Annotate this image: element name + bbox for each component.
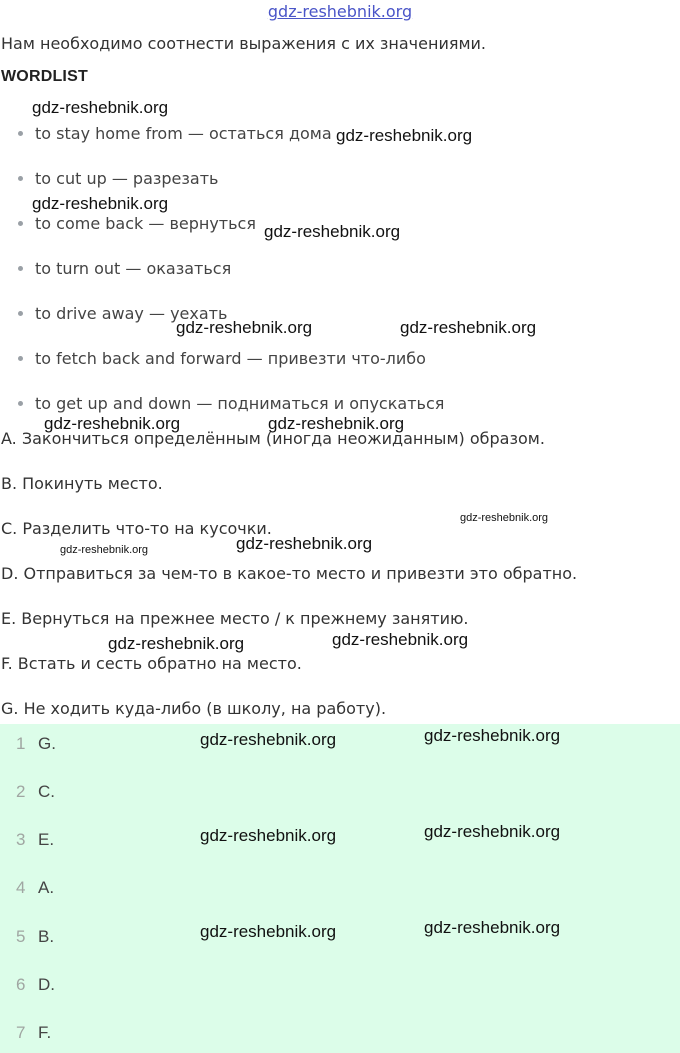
answer-number: 1 <box>16 734 26 753</box>
meaning-item: D. Отправиться за чем-то в какое-то место и привезти это обратно. <box>1 564 578 583</box>
wordlist-item-text: to fetch back and forward — привезти что-либо <box>35 349 426 368</box>
watermark: gdz-reshebnik.org <box>200 922 337 941</box>
answer-letter: B. <box>38 927 55 946</box>
meaning-item: G. Не ходить куда-либо (в школу, на работу). <box>1 699 387 718</box>
watermark: gdz-reshebnik.org <box>32 98 169 117</box>
answer-row <box>16 975 55 995</box>
wordlist-item <box>18 349 426 368</box>
wordlist-item <box>18 259 231 278</box>
meaning-item: F. Встать и сесть обратно на место. <box>1 654 302 673</box>
wordlist-item-text: to get up and down — подниматься и опускаться <box>35 394 445 413</box>
watermark: gdz-reshebnik.org <box>268 414 405 433</box>
wordlist-item <box>18 394 444 413</box>
watermark: gdz-reshebnik.org <box>424 726 561 745</box>
watermark: gdz-reshebnik.org <box>236 534 373 553</box>
wordlist-heading: WORDLIST <box>1 68 88 85</box>
wordlist-item-text: to stay home from — остаться дома <box>35 124 332 143</box>
watermark: gdz-reshebnik.org <box>176 318 313 337</box>
watermark: gdz-reshebnik.org <box>336 126 473 145</box>
watermark: gdz-reshebnik.org <box>108 634 245 653</box>
watermark: gdz-reshebnik.org <box>264 222 401 241</box>
meaning-item: B. Покинуть место. <box>1 474 163 493</box>
meaning-item: A. Закончиться определённым (иногда неожиданным) образом. <box>1 429 545 448</box>
watermark: gdz-reshebnik.org <box>200 826 337 845</box>
answer-number: 2 <box>16 782 26 801</box>
answer-letter: C. <box>38 782 55 801</box>
watermark: gdz-reshebnik.org <box>332 630 469 649</box>
wordlist-item <box>18 169 218 188</box>
wordlist-item-text: to drive away — уехать <box>35 304 228 323</box>
answer-letter: F. <box>38 1023 52 1042</box>
answer-number: 7 <box>16 1023 26 1042</box>
bullet-icon <box>18 176 23 181</box>
meaning-item: C. Разделить что-то на кусочки. <box>1 519 272 538</box>
wordlist-item-text: to turn out — оказаться <box>35 259 232 278</box>
watermark: gdz-reshebnik.org <box>460 512 549 524</box>
answer-letter: G. <box>38 734 56 753</box>
watermark: gdz-reshebnik.org <box>424 918 561 937</box>
answer-panel <box>0 724 680 1053</box>
bullet-icon <box>18 266 23 271</box>
watermark: gdz-reshebnik.org <box>32 194 169 213</box>
bullet-icon <box>18 221 23 226</box>
answer-number: 6 <box>16 975 26 994</box>
answer-letter: E. <box>38 830 55 849</box>
answer-row <box>16 927 54 947</box>
intro-text: Нам необходимо соотнести выражения с их значениями. <box>1 34 487 53</box>
wordlist-item <box>18 124 332 143</box>
answer-number: 4 <box>16 878 26 897</box>
answer-row <box>16 734 56 754</box>
watermark: gdz-reshebnik.org <box>400 318 537 337</box>
wordlist-item-text: to cut up — разрезать <box>35 169 219 188</box>
wordlist-item-text: to come back — вернуться <box>35 214 256 233</box>
meaning-item: E. Вернуться на прежнее место / к прежнему занятию. <box>1 609 469 628</box>
watermark: gdz-reshebnik.org <box>200 730 337 749</box>
watermark: gdz-reshebnik.org <box>60 544 149 556</box>
bullet-icon <box>18 401 23 406</box>
answer-number: 5 <box>16 927 26 946</box>
wordlist-item <box>18 214 256 233</box>
answer-row <box>16 782 55 802</box>
answer-letter: A. <box>38 878 55 897</box>
answer-number: 3 <box>16 830 26 849</box>
bullet-icon <box>18 131 23 136</box>
watermark: gdz-reshebnik.org <box>424 822 561 841</box>
answer-row <box>16 878 54 898</box>
watermark: gdz-reshebnik.org <box>44 414 181 433</box>
bullet-icon <box>18 311 23 316</box>
answer-row <box>16 1023 51 1043</box>
answer-letter: D. <box>38 975 55 994</box>
site-link[interactable]: gdz-reshebnik.org <box>267 2 413 21</box>
answer-row <box>16 830 54 850</box>
bullet-icon <box>18 356 23 361</box>
